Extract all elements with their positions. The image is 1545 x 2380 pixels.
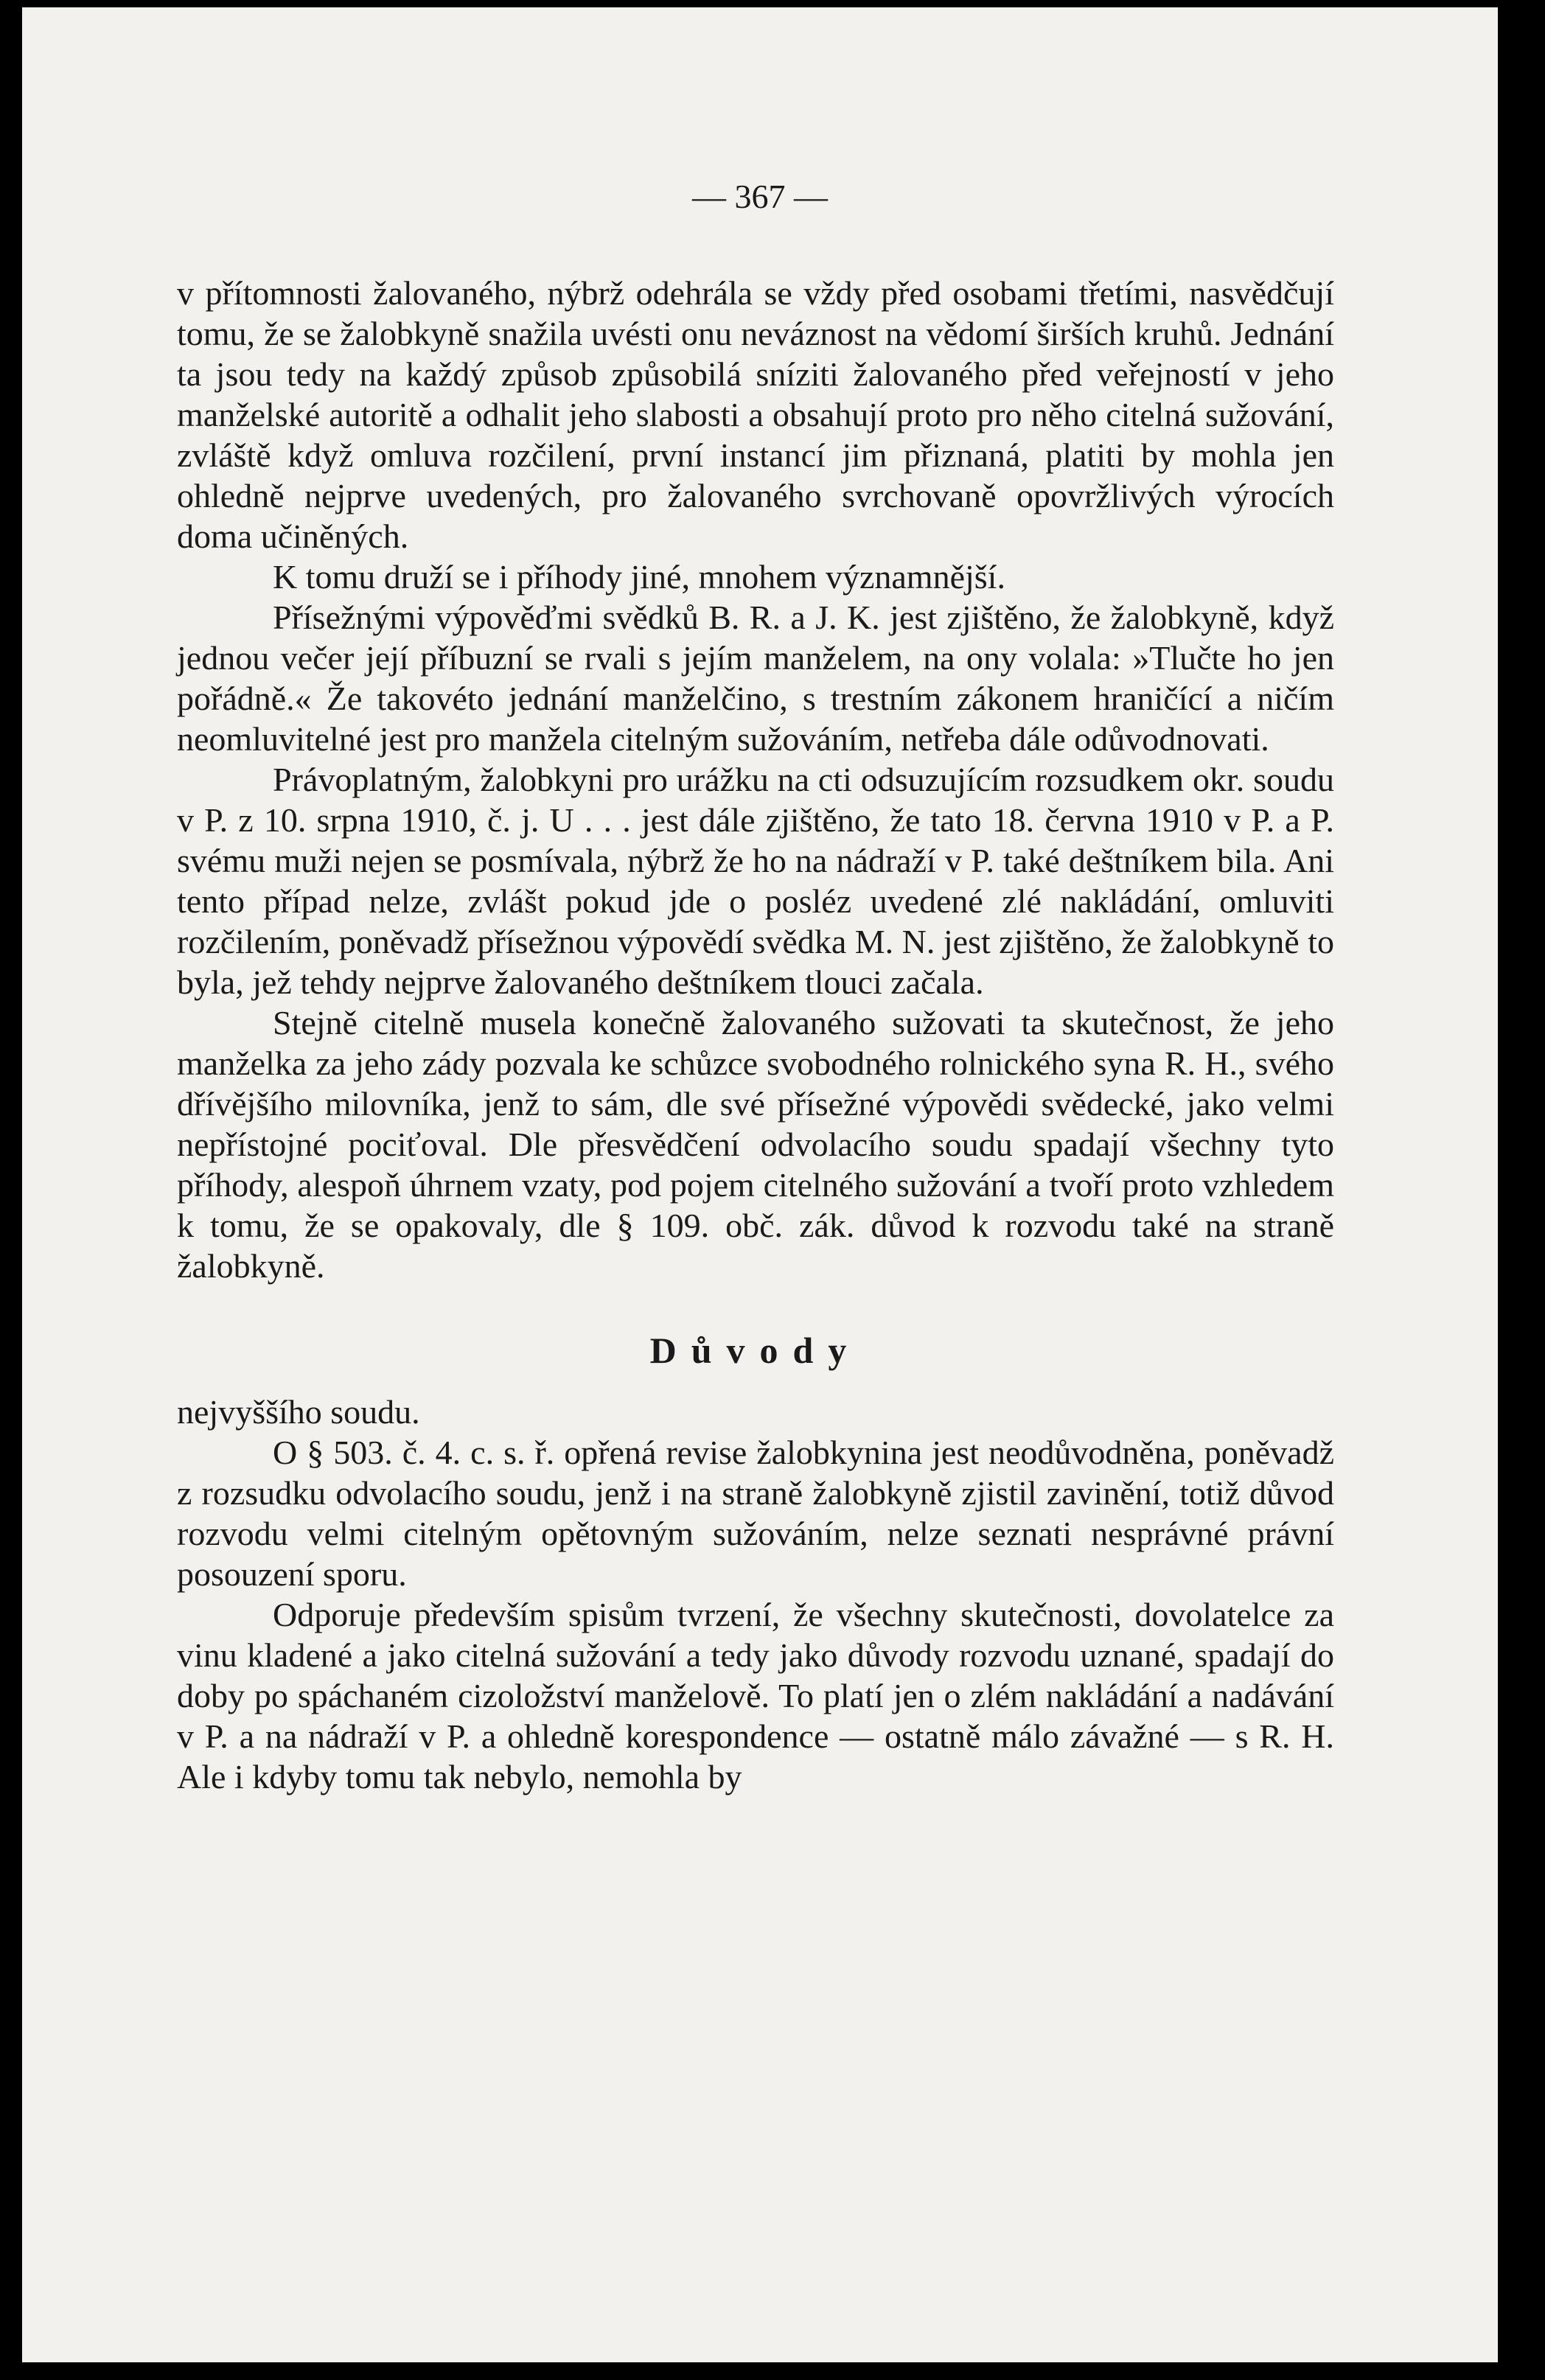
paragraph-4: Právoplatným, žalobkyni pro urážku na cti odsuzujícím rozsudkem okr. soudu v P. z 10. srpna 1910, č. j. U . . . jest dále zjištěno, že tato 18. června 1910 v P. a P. svému muži nejen se posmívala, nýbrž že ho na nádraží v P. také deštníkem bila. Ani tento případ nelze, zvlášt pokud jde o posléz uvedené zlé nakládání, omluviti rozčilením, poněvadž přísežnou výpovědí svědka M. N. jest zjištěno, že žalobkyně to byla, jež tehdy nejprve žalovaného deštníkem tlouci začala. — [177, 761, 1334, 1001]
page-number: — 367 — — [692, 178, 828, 215]
paragraph-3: Přísežnými výpověďmi svědků B. R. a J. K. jest zjištěno, že žalobkyně, když jednou večer její příbuzní se rvali s jejím manželem, na ony volala: »Tlučte ho jen pořádně.« Že takovéto jednání manželčino, s trestním zákonem hraničící a ničím neomluvitelné jest pro manžela citelným sužováním, netřeba dále odůvodnovati. — [177, 599, 1334, 758]
paragraph-8: Odporuje především spisům tvrzení, že všechny skutečnosti, dovolatelce za vinu kladené a jako citelná sužování a tedy jako důvody rozvodu uznané, spadají do doby po spáchaném cizoložství manželově. To platí jen o zlém nakládání a nadávání v P. a na nádraží v P. a ohledně korespondence — ostatně málo závažné — s R. H. Ale i kdyby tomu tak nebylo, nemohla by — [177, 1596, 1334, 1796]
paragraph-7: O § 503. č. 4. c. s. ř. opřená revise žalobkynina jest neodůvodněna, poněvadž z rozsudku odvolacího soudu, jenž i na straně žalobkyně zjistil zavinění, totiž důvod rozvodu velmi citelným opětovným sužováním, nelze seznati nesprávné právní posouzení sporu. — [177, 1434, 1334, 1593]
book-page — [22, 7, 1498, 2362]
paragraph-2: K tomu druží se i příhody jiné, mnohem významnější. — [273, 558, 1005, 596]
heading-continuation: nejvyššího soudu. — [177, 1393, 420, 1431]
section-heading: Důvody — [649, 1330, 862, 1371]
paragraph-1: v přítomnosti žalovaného, nýbrž odehrála se vždy před osobami třetími, nasvědčují tomu, že se žalobkyně snažila uvésti onu neváznost na vědomí širších kruhů. Jednání ta jsou tedy na každý způsob způsobilá sníziti žalovaného před veřejností v jeho manželské autoritě a odhalit jeho slabosti a obsahují proto pro něho citelná sužování, zvláště když omluva rozčilení, první instancí jim přiznaná, platiti by mohla jen ohledně nejprve uvedených, pro žalovaného svrchovaně opovržlivých výrocích doma učiněných. — [177, 274, 1334, 555]
paragraph-5: Stejně citelně musela konečně žalovaného sužovati ta skutečnost, že jeho manželka za jeho zády pozvala ke schůzce svobodného rolnického syna R. H., svého dřívějšího milovníka, jenž to sám, dle své přísežné výpovědi svědecké, jako velmi nepřístojné pociťoval. Dle přesvědčení odvolacího soudu spadají všechny tyto příhody, alespoň úhrnem vzaty, pod pojem citelného sužování a tvoří proto vzhledem k tomu, že se opakovaly, dle § 109. obč. zák. důvod k rozvodu také na straně žalobkyně. — [177, 1004, 1334, 1285]
body-text — [177, 273, 1334, 1797]
